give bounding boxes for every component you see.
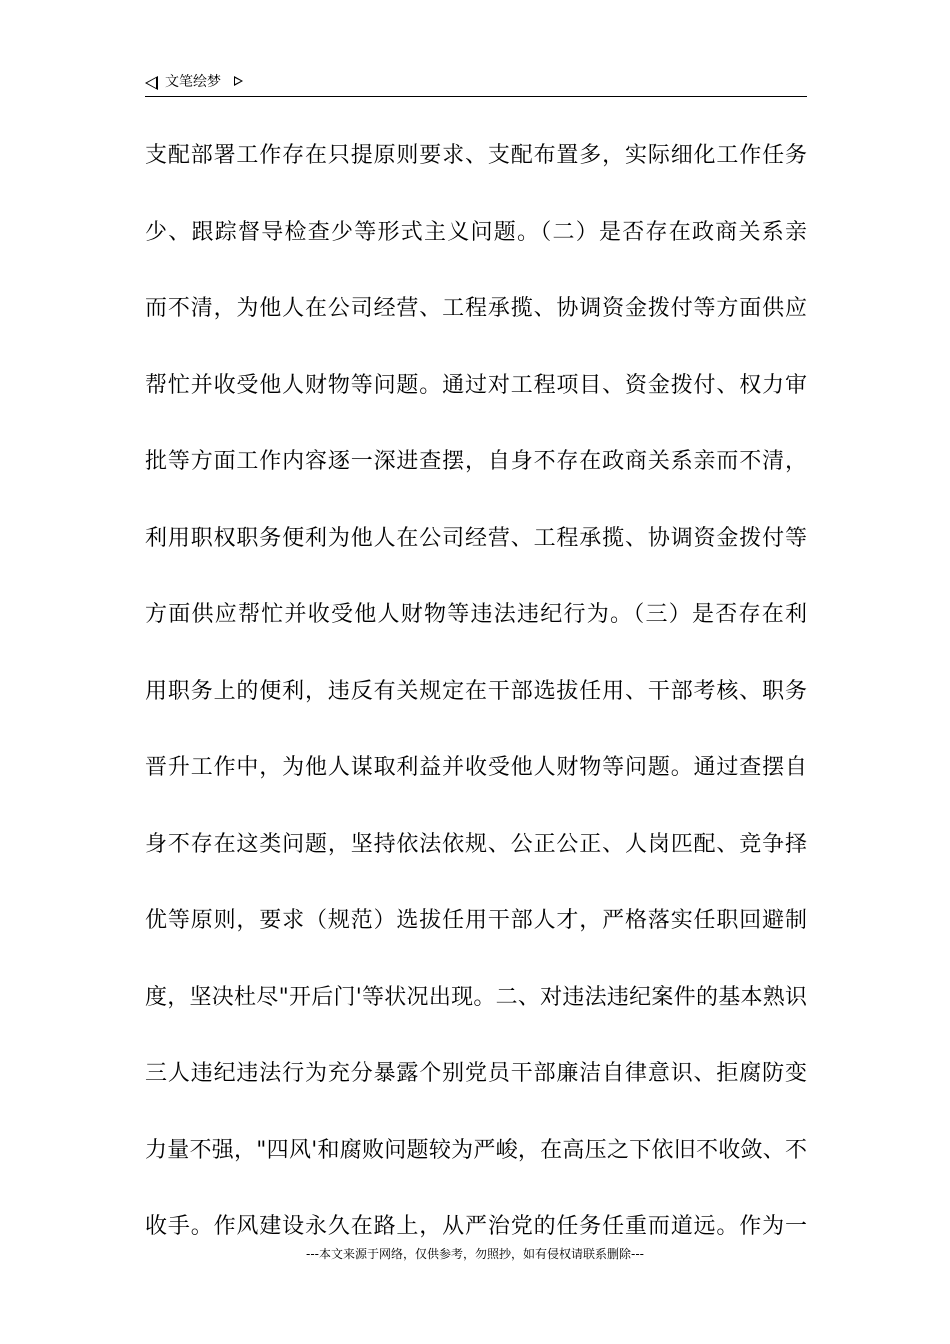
- body-line: 优等原则，要求（规范）选拔任用干部人才，严格落实任职回避制: [145, 908, 807, 933]
- header-title: 文笔绘梦: [165, 74, 221, 90]
- page-header: [145, 72, 807, 97]
- body-line: 支配部署工作存在只提原则要求、支配布置多，实际细化工作任务: [145, 143, 807, 168]
- body-line: 帮忙并收受他人财物等问题。通过对工程项目、资金拨付、权力审: [145, 372, 807, 398]
- body-line: 批等方面工作内容逐一深进查摆，自身不存在政商关系亲而不清，: [145, 449, 807, 474]
- body-line: 晋升工作中，为他人谋取利益并收受他人财物等问题。通过查摆自: [145, 755, 807, 780]
- body-line: 利用职权职务便利为他人在公司经营、工程承揽、协调资金拨付等: [145, 525, 807, 551]
- body-line: 少、跟踪督导检查少等形式主义问题。（二）是否存在政商关系亲: [145, 219, 807, 245]
- footer-notice: ---本文来源于网络，仅供参考，勿照抄，如有侵权请联系删除---: [306, 1247, 644, 1261]
- body-line: 三人违纪违法行为充分暴露个别党员干部廉洁自律意识、拒腐防变: [145, 1061, 807, 1086]
- document-body: [145, 134, 807, 1282]
- body-line: 用职务上的便利，违反有关规定在干部选拔任用、干部考核、职务: [145, 678, 807, 704]
- body-line: 度，坚决杜尽"开后门'等状况出现。二、对违法违纪案件的基本熟识: [145, 984, 807, 1010]
- triangle-right-outline-icon: [234, 76, 243, 86]
- body-line: 收手。作风建设永久在路上，从严治党的任务任重而道远。作为一: [145, 1214, 807, 1239]
- body-line: 力量不强，"四风'和腐败问题较为严峻，在高压之下依旧不收敛、不: [145, 1137, 807, 1163]
- body-line: 方面供应帮忙并收受他人财物等违法违纪行为。（三）是否存在利: [145, 602, 807, 627]
- triangle-left-outline-icon: [145, 76, 158, 90]
- body-line: 而不清，为他人在公司经营、工程承揽、协调资金拨付等方面供应: [145, 296, 807, 321]
- body-line: 身不存在这类问题，坚持依法依规、公正公正、人岗匹配、竞争择: [145, 831, 807, 857]
